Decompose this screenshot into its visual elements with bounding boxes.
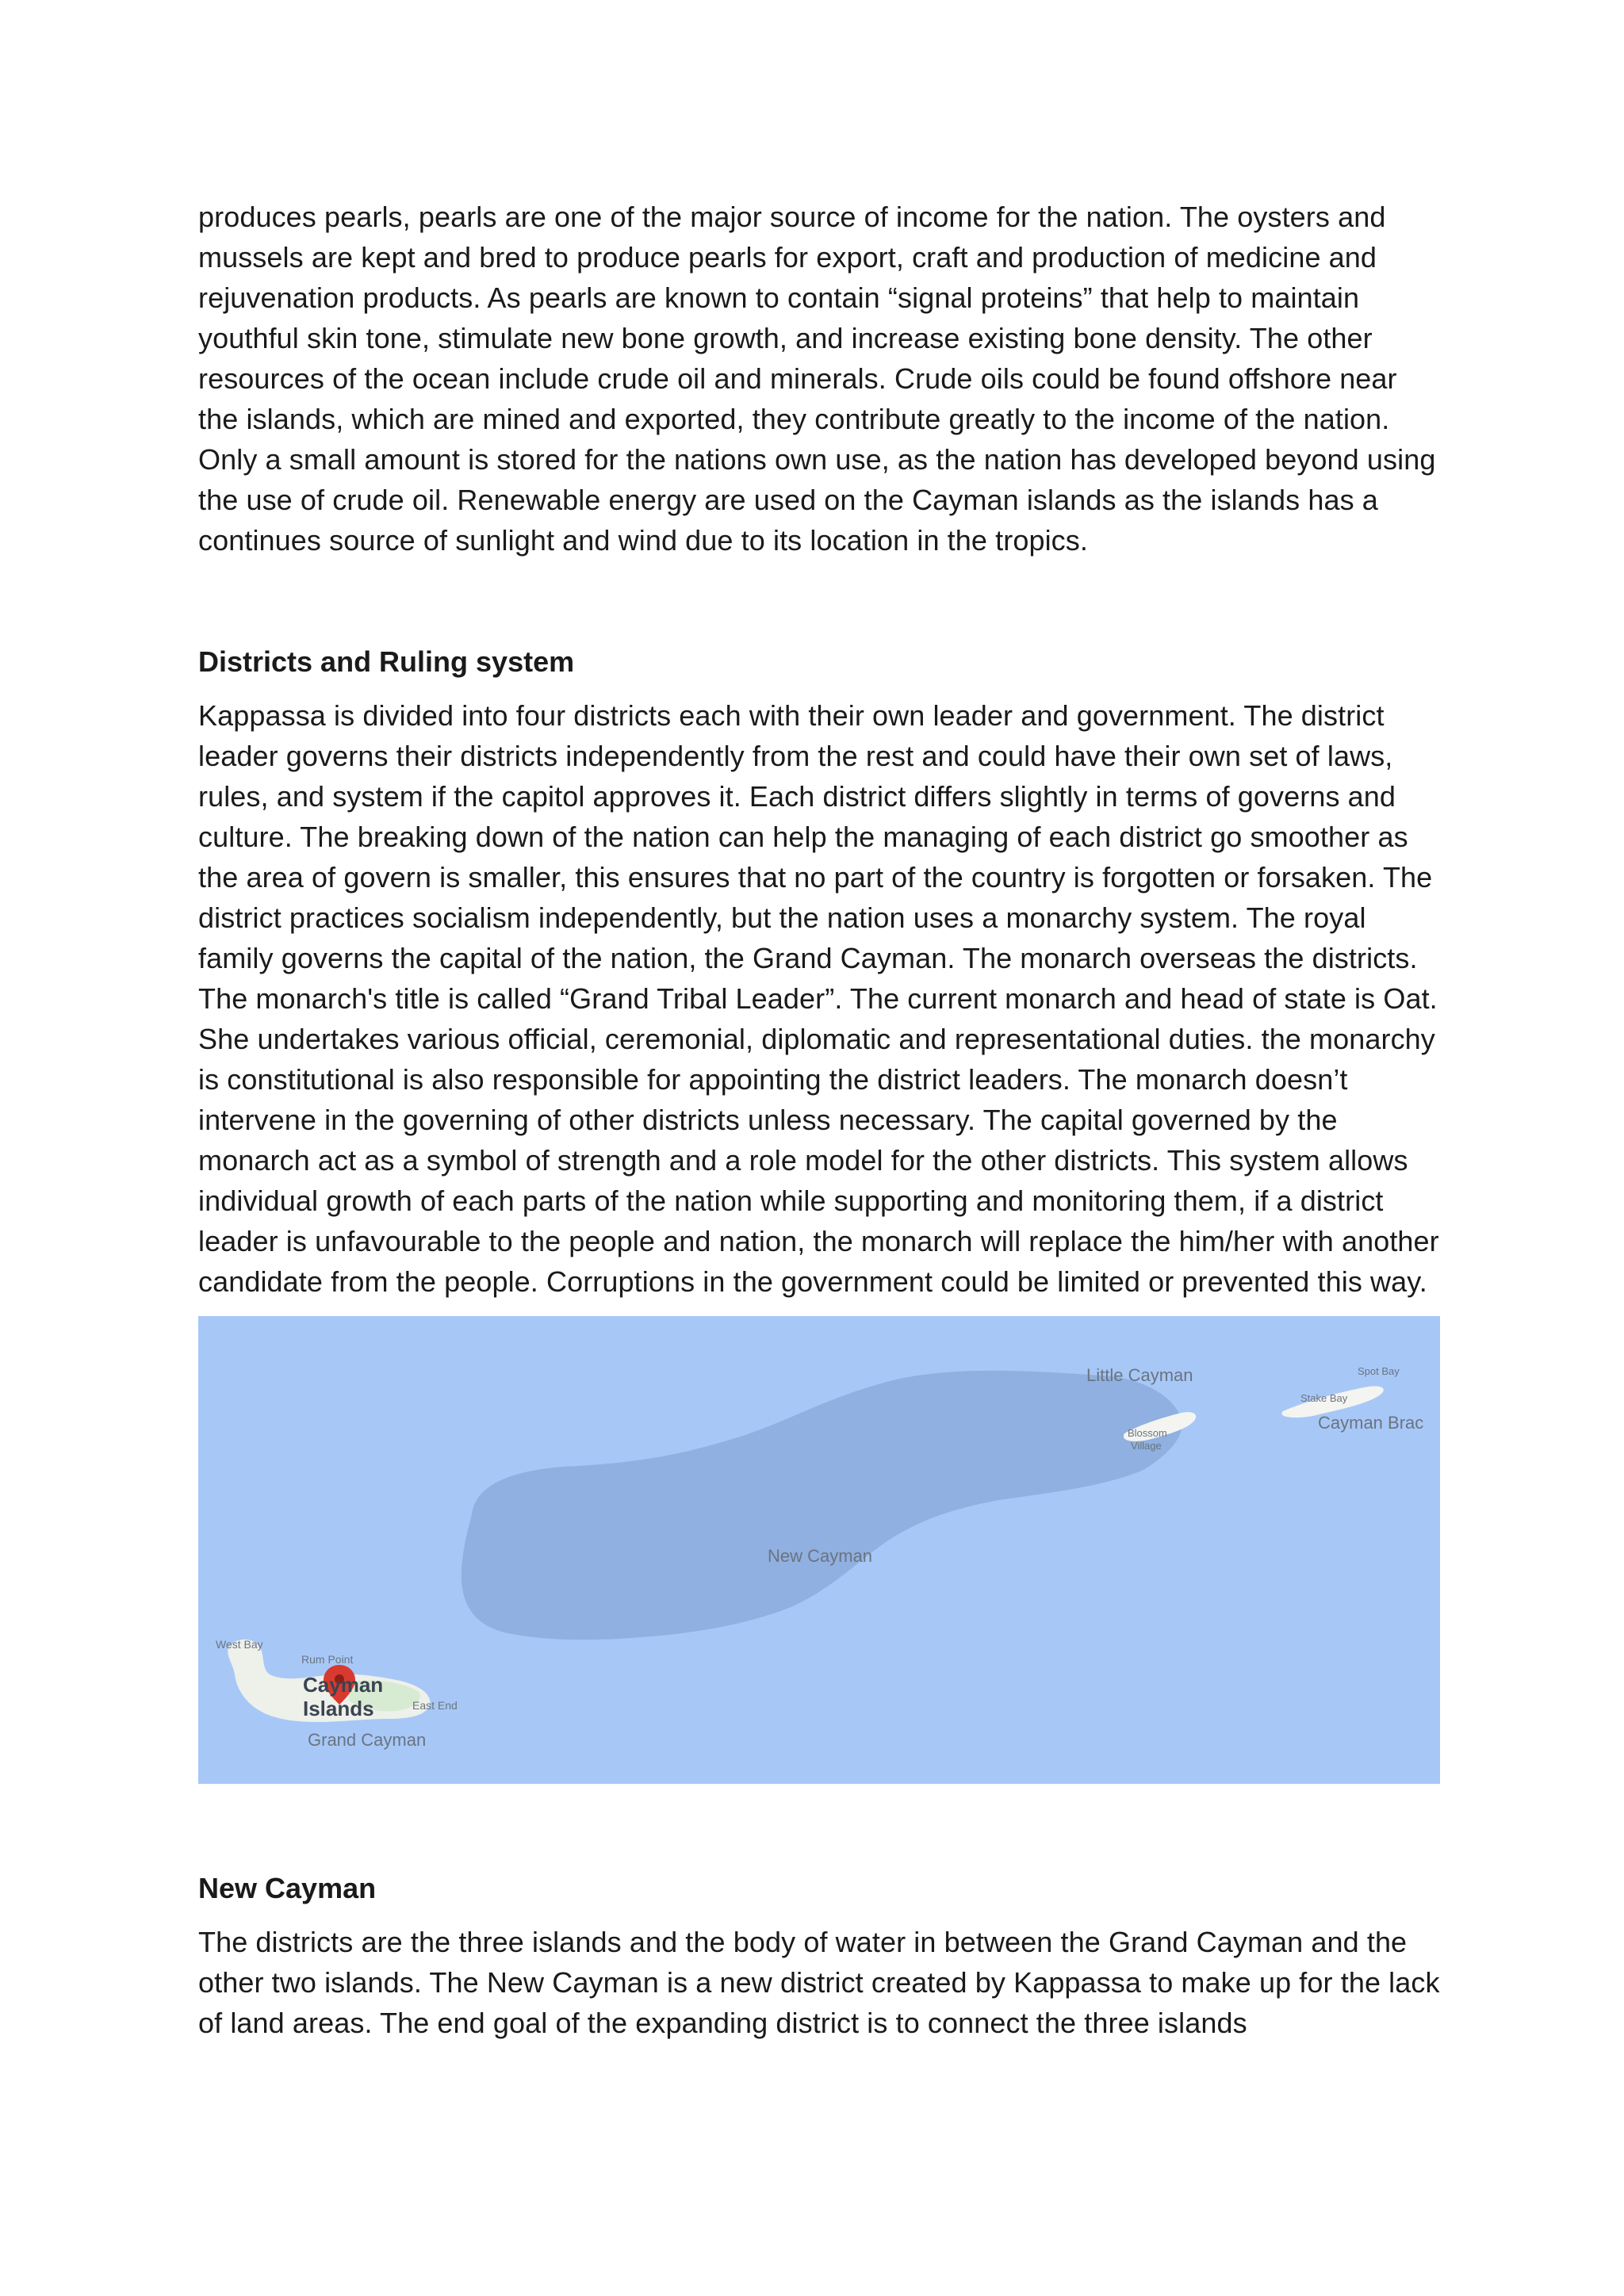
label-blossom: Blossom [1128, 1427, 1167, 1439]
paragraph-districts: Kappassa is divided into four districts each with their own leader and government. The district leader governs their districts independently from the rest and could have their own set of laws, rules, and system if the capitol approves it. Each district differs slightly in terms of governs and culture. The breaking down of the nation can help the managing of each district go smoother as the area of govern is smaller, this ensures that no part of the country is forgotten or forsaken. The district practices socialism independently, but the nation uses a monarchy system. The royal family governs the capital of the nation, the Grand Cayman. The monarch overseas the districts. The monarch's title is called “Grand Tribal Leader”. The current monarch and head of state is Oat. She undertakes various official, ceremonial, diplomatic and representational duties. the monarchy is constitutional is also responsible for appointing the district leaders. The monarch doesn’t intervene in the governing of other districts unless necessary. The capital governed by the monarch act as a symbol of strength and a role model for the other districts. This system allows individual growth of each parts of the nation while supporting and monitoring them, if a district leader is unfavourable to the people and nation, the monarch will replace the him/her with another candidate from the people. Corruptions in the government could be limited or prevented this way. [198, 699, 1439, 1298]
label-new-cayman: New Cayman [768, 1546, 873, 1566]
paragraph-pearls-resources: produces pearls, pearls are one of the major source of income for the nation. The oysters and mussels are kept and bred to produce pearls for export, craft and production of medicine and rejuvenation products. As pearls are known to contain “signal proteins” that help to maintain youthful skin tone, stimulate new bone growth, and increase existing bone density. The other resources of the ocean include crude oil and minerals. Crude oils could be found offshore near the islands, which are mined and exported, they contribute greatly to the income of the nation. Only a small amount is stored for the nations own use, as the nation has developed beyond using the use of crude oil. Renewable energy are used on the Cayman islands as the islands has a continues source of sunlight and wind due to its location in the tropics. [198, 201, 1436, 557]
label-grand-cayman: Grand Cayman [308, 1730, 427, 1750]
label-cayman: Cayman [303, 1673, 384, 1697]
label-cayman-brac: Cayman Brac [1318, 1413, 1424, 1433]
label-village: Village [1131, 1440, 1162, 1452]
label-east-end: East End [412, 1699, 458, 1712]
document-page [198, 197, 1442, 2043]
label-spot-bay: Spot Bay [1358, 1365, 1400, 1377]
label-stake-bay: Stake Bay [1300, 1392, 1348, 1404]
map-figure [198, 1316, 1440, 1784]
heading-new-cayman: New Cayman [198, 1872, 377, 1904]
paragraph-new-cayman: The districts are the three islands and the body of water in between the Grand Cayman and the other two islands. The New Cayman is a new district created by Kappassa to make up for the lack of land areas. The end goal of the expanding district is to connect the three islands [198, 1926, 1440, 2039]
heading-districts-ruling-system: Districts and Ruling system [198, 645, 575, 678]
label-west-bay: West Bay [216, 1638, 263, 1651]
label-islands: Islands [303, 1697, 374, 1720]
label-rum-point: Rum Point [301, 1653, 354, 1666]
label-little-cayman: Little Cayman [1086, 1365, 1193, 1385]
